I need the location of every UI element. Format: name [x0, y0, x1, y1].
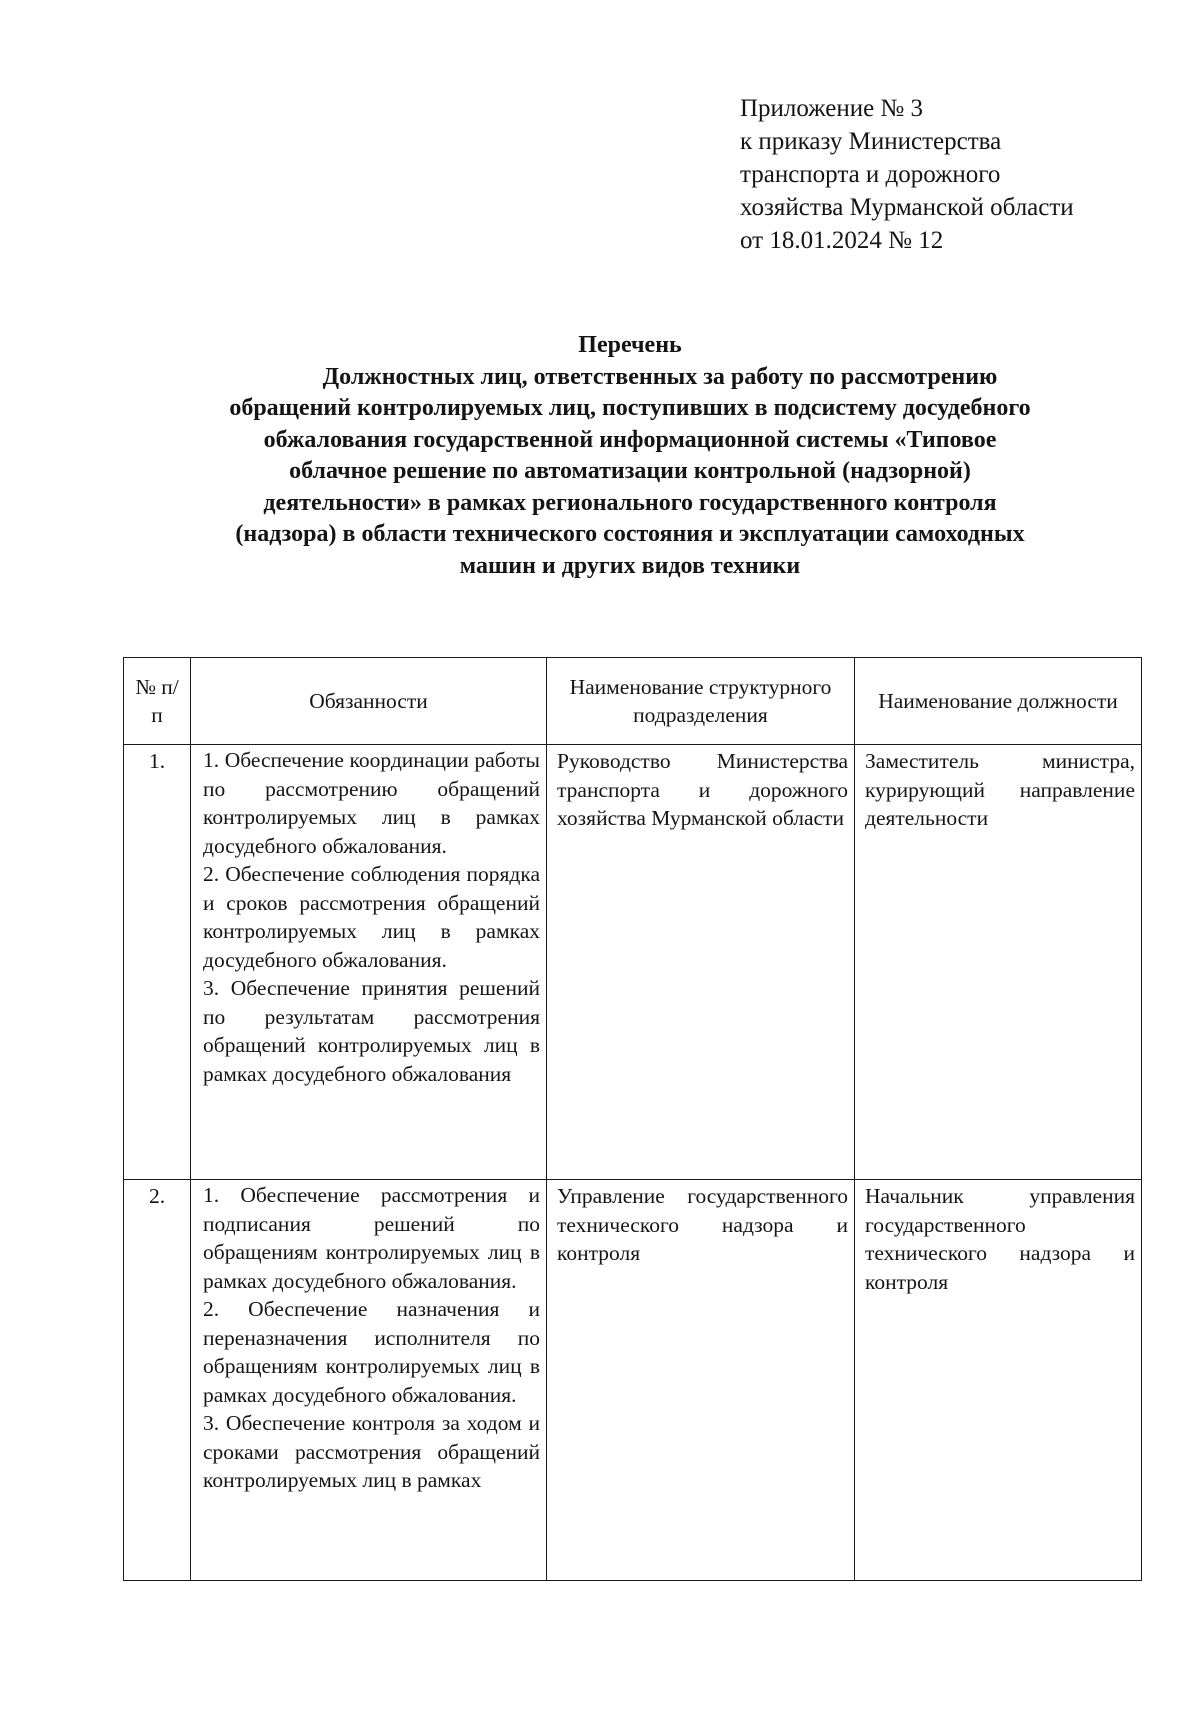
appendix-line: транспорта и дорожного — [740, 161, 1001, 188]
title-line: Должностных лиц, ответственных за работу по рассмотрению — [322, 363, 998, 390]
duty-item: 3. Обеспечение принятия решений по результатам рассмотрения обращений контролируемых лиц в рамках досудебного обжалования — [203, 976, 540, 1086]
appendix-note — [740, 92, 1074, 257]
header-duties: Обязанности — [191, 658, 547, 745]
row-unit: Руководство Министерства транспорта и дорожного хозяйства Мурманской области — [547, 745, 855, 1180]
row-number: 1. — [124, 745, 191, 1180]
appendix-line: хозяйства Мурманской области — [740, 194, 1074, 221]
document-title — [130, 330, 1130, 582]
row-position: Заместитель министра, курирующий направление деятельности — [855, 745, 1142, 1180]
row-number: 2. — [124, 1180, 191, 1581]
title-line: обжалования государственной информационной системы «Типовое — [263, 426, 997, 453]
title-line: машин и других видов техники — [459, 552, 801, 579]
officials-table — [123, 657, 1142, 1581]
title-line: обращений контролируемых лиц, поступивших в подсистему досудебного — [229, 395, 1031, 421]
row-unit: Управление государственного технического надзора и контроля — [547, 1180, 855, 1581]
duty-item: 2. Обеспечение назначения и переназначения исполнителя по обращениям контролируемых лиц в рамках досудебного обжалования. — [203, 1297, 540, 1407]
table-header-row — [124, 658, 1142, 745]
title-line: (надзора) в области технического состояния и эксплуатации самоходных — [235, 521, 1025, 547]
row-position: Начальник управления государственного технического надзора и контроля — [855, 1180, 1142, 1581]
row-duties — [191, 745, 547, 1180]
title-line: облачное решение по автоматизации контрольной (надзорной) — [289, 458, 971, 484]
duty-item: 2. Обеспечение соблюдения порядка и сроков рассмотрения обращений контролируемых лиц в рамках досудебного обжалования. — [203, 862, 540, 972]
appendix-line: от 18.01.2024 № 12 — [740, 227, 944, 254]
header-position: Наименование должности — [855, 658, 1142, 745]
duty-item: 3. Обеспечение контроля за ходом и сроками рассмотрения обращений контролируемых лиц в рамках — [203, 1411, 540, 1492]
duty-item: 1. Обеспечение рассмотрения и подписания решений по обращениям контролируемых лиц в рамках досудебного обжалования. — [203, 1183, 540, 1293]
title-heading: Перечень — [578, 332, 682, 358]
table-row — [124, 745, 1142, 1180]
appendix-line: Приложение № 3 — [740, 95, 924, 122]
table-row — [124, 1180, 1142, 1581]
header-unit: Наименование структурного подразделения — [547, 658, 855, 745]
title-line: деятельности» в рамках регионального государственного контроля — [263, 489, 997, 516]
duty-item: 1. Обеспечение координации работы по рассмотрению обращений контролируемых лиц в рамках досудебного обжалования. — [203, 748, 540, 858]
appendix-line: к приказу Министерства — [740, 128, 1002, 155]
header-number: № п/п — [124, 658, 191, 745]
duties-clip — [203, 1181, 540, 1575]
row-duties — [191, 1180, 547, 1581]
